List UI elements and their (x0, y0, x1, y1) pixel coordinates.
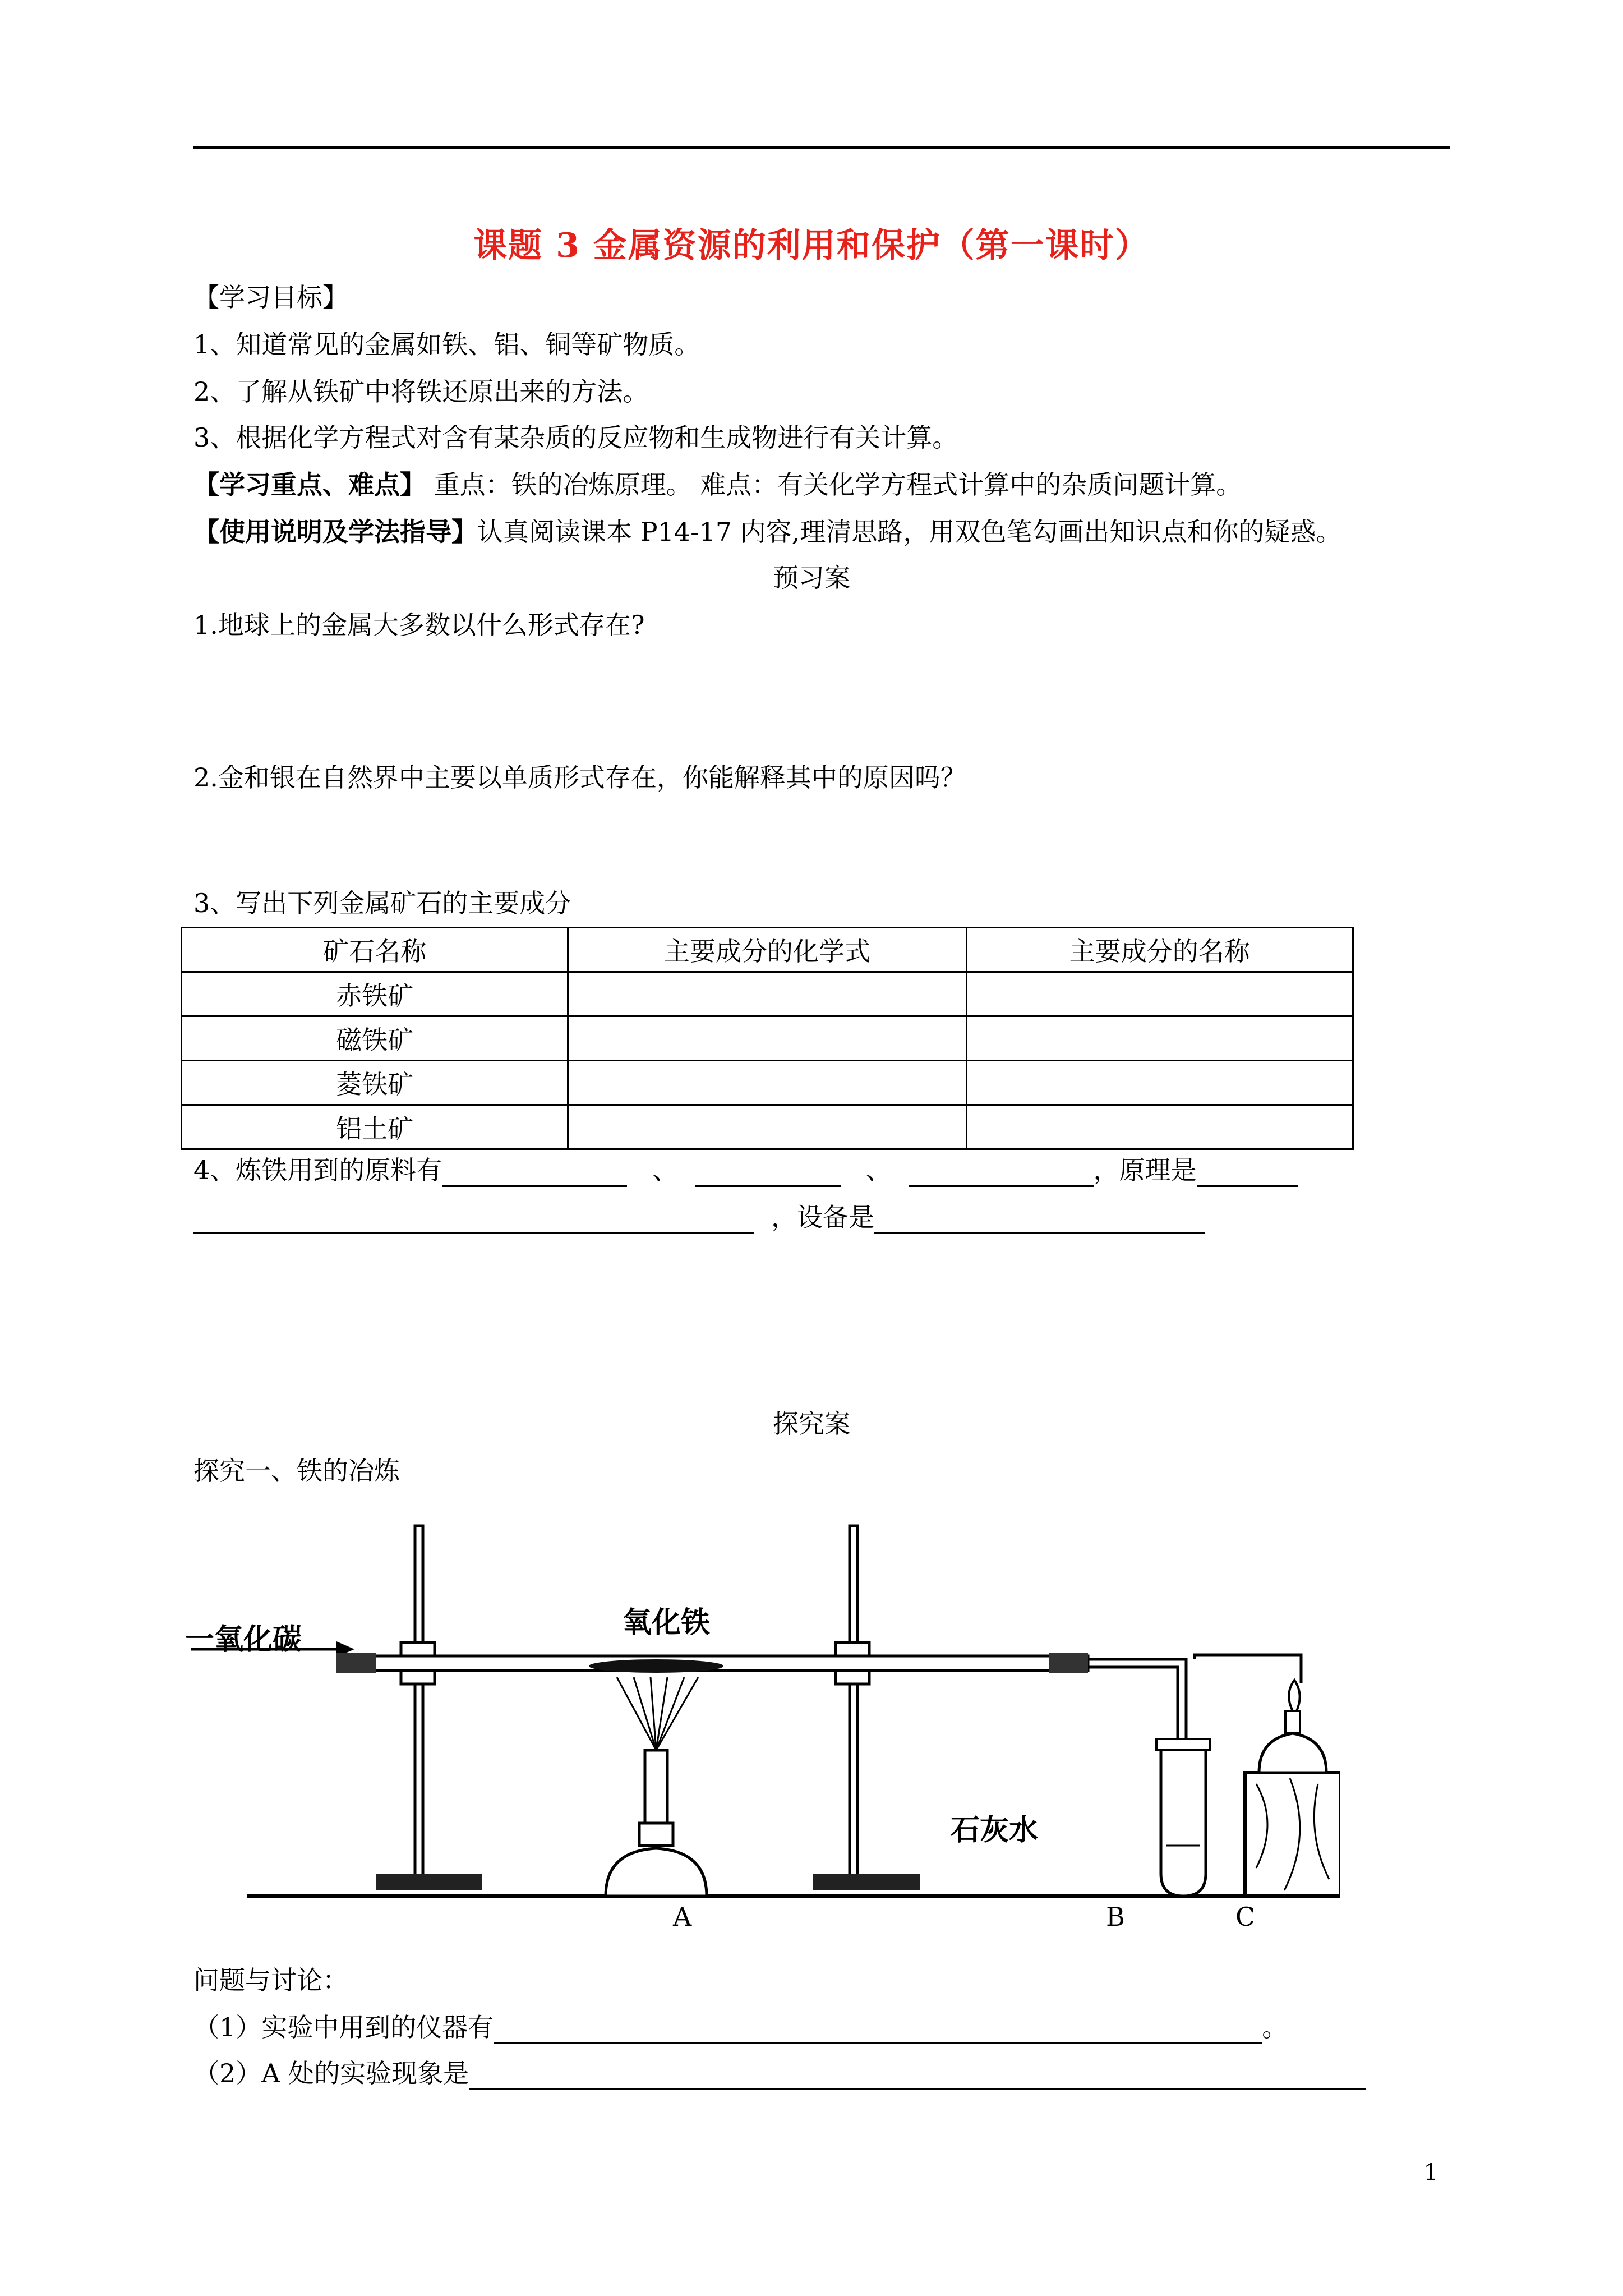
separator: 、 (652, 1155, 678, 1185)
page-number: 1 (1423, 2160, 1438, 2185)
co-label: 一氧化碳 (185, 1623, 302, 1657)
separator: 、 (865, 1155, 892, 1185)
right-clamp-top (836, 1642, 869, 1656)
table-row (182, 1061, 1353, 1105)
raw-material-blank-1[interactable] (442, 1158, 627, 1187)
explore-section-title: 探究一、铁的冶炼 (193, 1456, 400, 1486)
formula-cell[interactable] (568, 1105, 966, 1149)
component-name-cell[interactable] (966, 972, 1353, 1016)
key-points-header: 【学习重点、难点】 (193, 470, 426, 500)
discussion-1-prefix: （1）实验中用到的仪器有 (193, 2012, 494, 2042)
table-header-cell: 主要成分的名称 (966, 928, 1353, 972)
right-stand-rod (850, 1526, 857, 1885)
discussion-2-prefix: （2）A 处的实验现象是 (193, 2058, 469, 2088)
label-b: B (1106, 1902, 1125, 1932)
header-rule (193, 146, 1450, 149)
label-c: C (1235, 1902, 1256, 1932)
objective-2: 2、了解从铁矿中将铁还原出来的方法。 (193, 376, 649, 407)
phenomenon-blank[interactable] (469, 2062, 1366, 2090)
table-row (182, 1105, 1353, 1149)
table-row (182, 1016, 1353, 1061)
left-clamp-bottom (401, 1671, 435, 1684)
component-name-cell[interactable] (966, 1105, 1353, 1149)
discussion-heading: 问题与讨论： (193, 1965, 348, 1995)
equipment-blank[interactable] (874, 1205, 1205, 1234)
table-row (182, 972, 1353, 1016)
objective-3: 3、根据化学方程式对含有某杂质的反应物和生成物进行有关计算。 (193, 422, 958, 453)
alcohol-lamp-flame (1289, 1680, 1299, 1711)
question-4-line-1 (193, 1153, 1298, 1187)
page-title: 课题 3 金属资源的利用和保护（第一课时） (473, 226, 1150, 265)
component-name-cell[interactable] (966, 1016, 1353, 1061)
question-1: 1.地球上的金属大多数以什么形式存在? (193, 610, 645, 640)
right-stand-base (813, 1874, 920, 1890)
component-name-cell[interactable] (966, 1061, 1353, 1105)
burner-neck (639, 1823, 673, 1846)
right-clamp-bottom (836, 1671, 869, 1684)
raw-material-blank-2[interactable] (695, 1158, 841, 1187)
key-points-text: 重点：铁的冶炼原理。 难点：有关化学方程式计算中的杂质问题计算。 (426, 470, 1242, 500)
right-stopper (1049, 1653, 1088, 1673)
objective-1: 1、知道常见的金属如铁、铝、铜等矿物质。 (193, 329, 700, 360)
iron-smelting-apparatus-figure (185, 1509, 1340, 1935)
iron-oxide-powder (589, 1659, 723, 1673)
objectives-header: 【学习目标】 (193, 282, 348, 312)
key-points (193, 468, 1242, 501)
test-tube-rim (1156, 1739, 1210, 1750)
test-tube (1161, 1745, 1206, 1896)
ore-name-cell: 菱铁矿 (182, 1061, 568, 1105)
principle-label: ，原理是 (1093, 1155, 1197, 1185)
left-stand-base (376, 1874, 482, 1890)
formula-cell[interactable] (568, 972, 966, 1016)
usage-guide (193, 515, 1341, 549)
question-3: 3、写出下列金属矿石的主要成分 (193, 888, 571, 918)
discussion-question-2 (193, 2056, 1366, 2090)
left-clamp-top (401, 1642, 435, 1656)
burner-chimney (645, 1750, 667, 1823)
exhaust-tube (1195, 1655, 1301, 1683)
limewater-label: 石灰水 (951, 1814, 1039, 1847)
alcohol-lamp-body (1259, 1733, 1326, 1773)
apparatus-diagram (191, 1509, 1340, 1935)
ore-name-cell: 赤铁矿 (182, 972, 568, 1016)
ore-table (181, 927, 1354, 1150)
formula-cell[interactable] (568, 1061, 966, 1105)
question-4-prefix: 4、炼铁用到的原料有 (193, 1155, 442, 1185)
discussion-1-suffix: 。 (1262, 2012, 1288, 2042)
raw-material-blank-3[interactable] (909, 1158, 1094, 1187)
alcohol-lamp-wick (1285, 1711, 1300, 1733)
left-stopper (336, 1653, 376, 1673)
burner-flame (617, 1677, 698, 1750)
discussion-question-1 (193, 2010, 1288, 2044)
principle-blank-continued[interactable] (193, 1205, 754, 1234)
usage-text: 认真阅读课本 P14-17 内容,理清思路，用双色笔勾画出知识点和你的疑惑。 (477, 517, 1342, 547)
ore-name-cell: 铝土矿 (182, 1105, 568, 1149)
usage-header: 【使用说明及学法指导】 (193, 517, 477, 547)
label-a: A (673, 1902, 692, 1932)
principle-blank[interactable] (1197, 1158, 1298, 1187)
question-2: 2.金和银在自然界中主要以单质形式存在，你能解释其中的原因吗？ (193, 762, 966, 793)
table-header-row (182, 928, 1353, 972)
preview-heading: 预习案 (773, 563, 850, 593)
explore-heading: 探究案 (773, 1409, 850, 1439)
equipment-label: ，设备是 (771, 1202, 874, 1232)
instruments-blank[interactable] (494, 2016, 1262, 2044)
iron-oxide-label: 氧化铁 (623, 1606, 711, 1640)
burner-body (606, 1848, 707, 1896)
formula-cell[interactable] (568, 1016, 966, 1061)
question-4-line-2 (193, 1200, 1205, 1234)
table-header-cell: 主要成分的化学式 (568, 928, 966, 972)
table-header-cell: 矿石名称 (182, 928, 568, 972)
ore-name-cell: 磁铁矿 (182, 1016, 568, 1061)
left-stand-rod (415, 1526, 423, 1885)
